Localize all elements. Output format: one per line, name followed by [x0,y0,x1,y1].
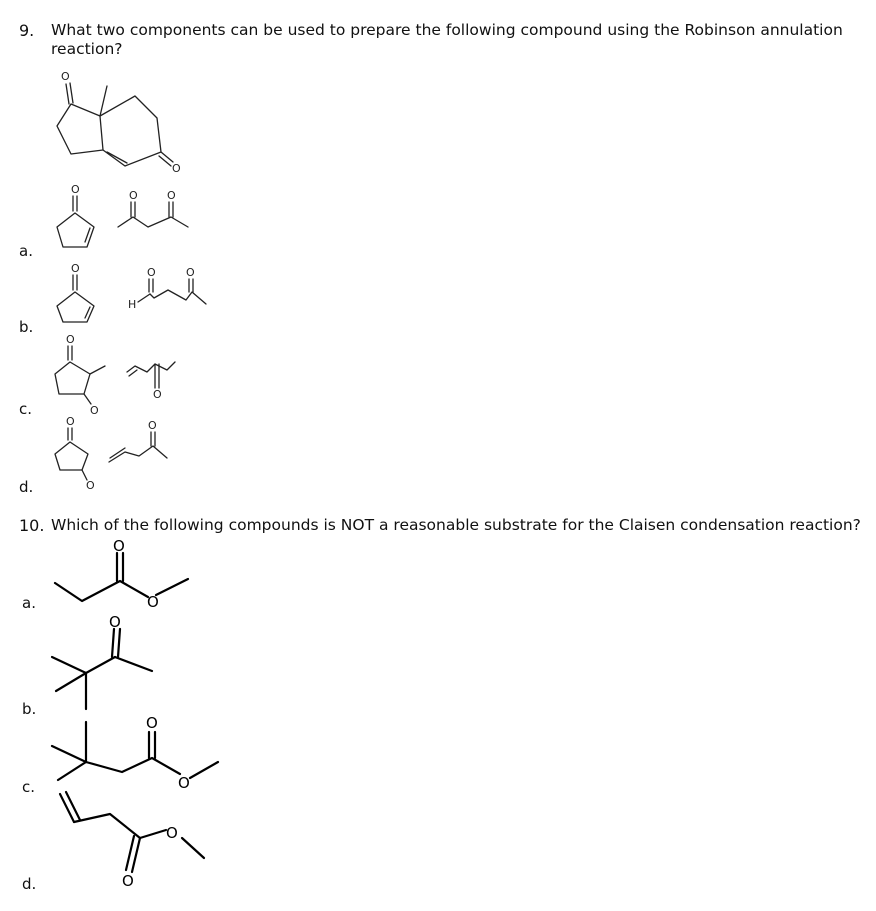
svg-text:O: O [86,479,95,492]
svg-text:O: O [148,419,157,432]
q9-option-a-structures [58,183,198,253]
svg-text:O: O [166,824,178,842]
svg-text:O: O [61,70,70,83]
q10-option-c-label[interactable]: c. [22,778,36,796]
svg-text:O: O [71,183,80,196]
svg-text:O: O [167,189,176,202]
q9-option-b-structures [58,262,218,332]
q10-option-b-label[interactable]: b. [22,700,37,718]
q10-option-d-structure [52,788,217,898]
svg-text:O: O [122,872,134,890]
svg-text:O: O [186,266,195,279]
q9-option-b-label[interactable]: b. [19,318,34,336]
svg-text:O: O [71,262,80,275]
question-10-text: Which of the following compounds is NOT a reasonable substrate for the Claisen condensation reaction? [51,516,861,534]
question-9-text: What two components can be used to prepare the following compound using the Robinson annulation reaction? [51,21,843,58]
q10-option-b-structure [52,611,182,716]
svg-text:O: O [172,162,181,175]
question-10-number: 10. [19,516,45,535]
q9-target-structure [45,66,195,186]
question-9-number: 9. [19,21,35,40]
svg-text:O: O [146,714,158,732]
svg-text:H: H [128,298,137,311]
svg-text:O: O [109,613,121,631]
q9-option-c-label[interactable]: c. [19,400,33,418]
svg-text:O: O [129,189,138,202]
q10-option-a-label[interactable]: a. [22,594,36,612]
svg-text:O: O [66,333,75,346]
q9-option-d-structures [55,414,185,494]
svg-text:O: O [90,404,99,417]
q10-option-a-structure [52,535,202,615]
svg-text:O: O [113,537,125,555]
q10-option-c-structure [52,712,227,797]
svg-text:O: O [147,266,156,279]
svg-text:O: O [178,774,190,792]
q9-option-d-label[interactable]: d. [19,478,34,496]
svg-text:O: O [66,415,75,428]
q9-option-c-structures [55,332,195,417]
q10-option-d-label[interactable]: d. [22,875,37,893]
svg-text:O: O [153,388,162,401]
svg-text:O: O [147,593,159,611]
q9-option-a-label[interactable]: a. [19,242,33,260]
